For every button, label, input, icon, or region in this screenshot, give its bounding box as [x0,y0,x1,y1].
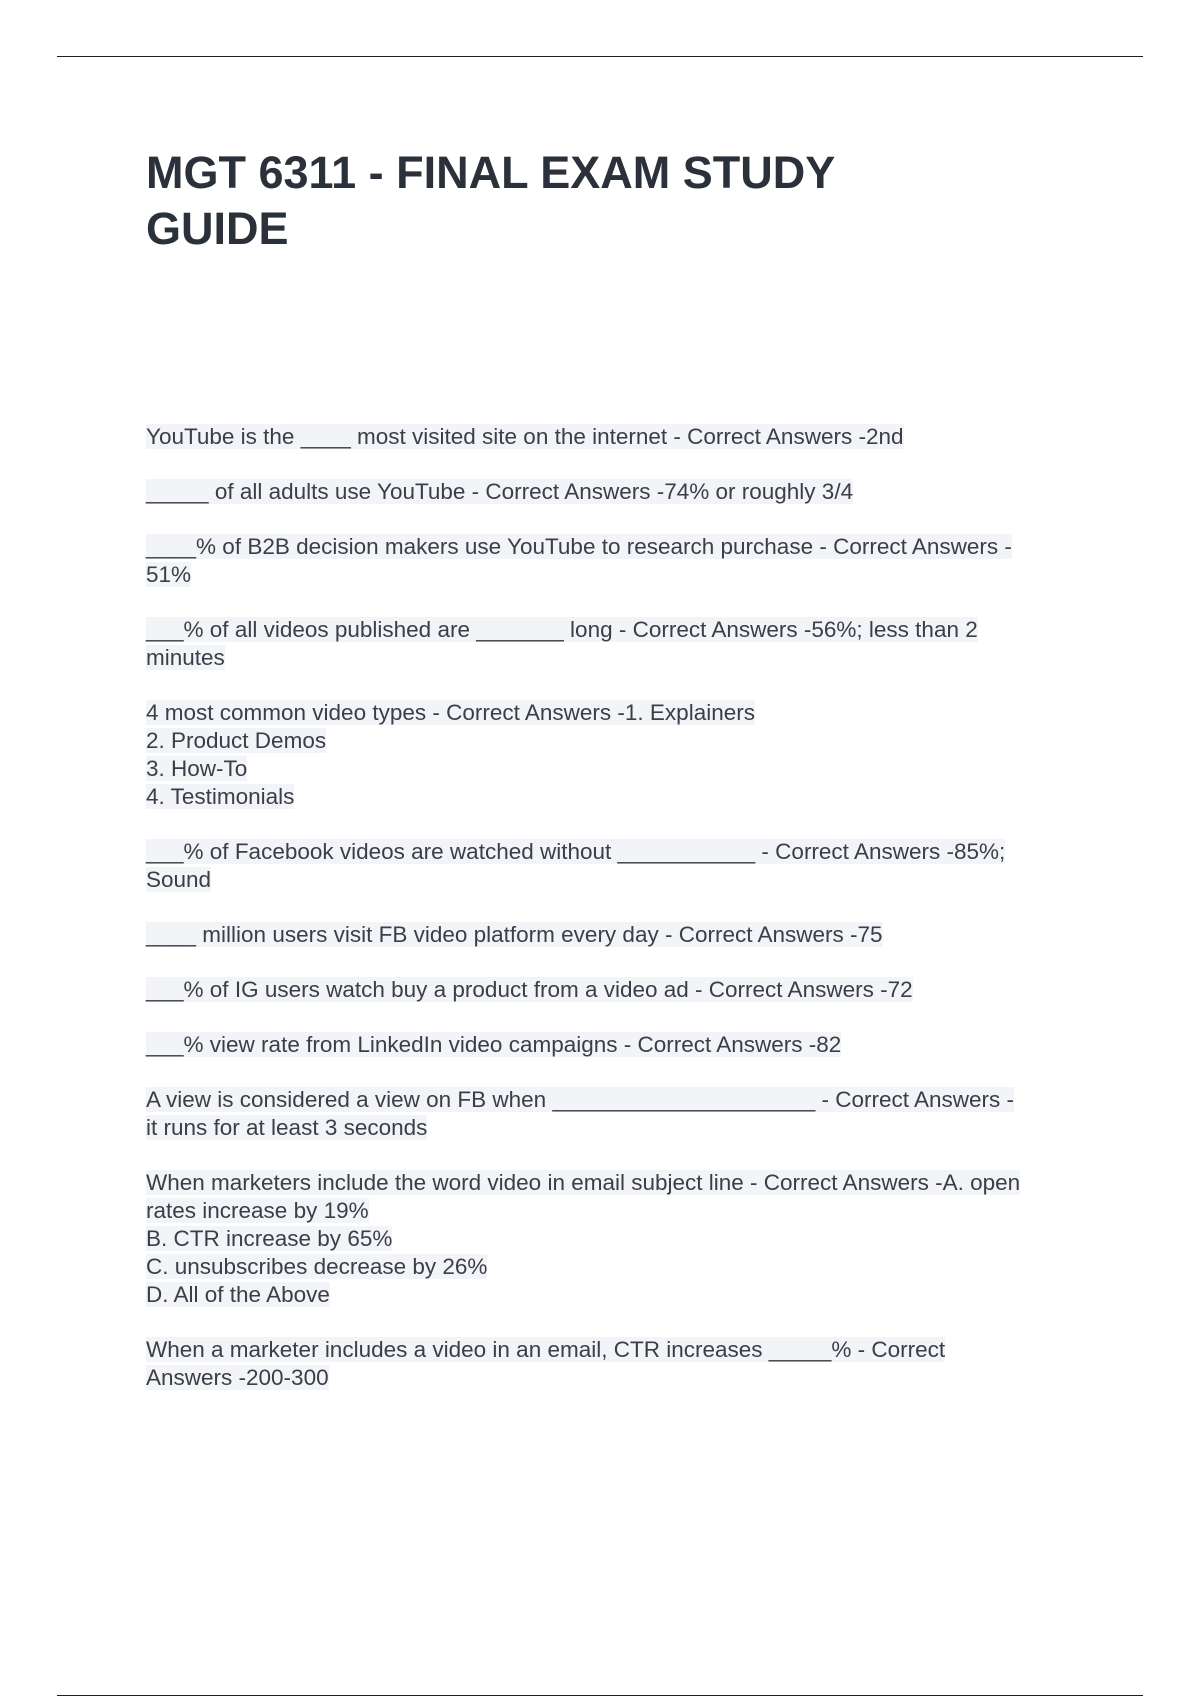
qa-text: it runs for at least 3 seconds [146,1115,428,1140]
qa-text: ___% view rate from LinkedIn video campaigns - Correct Answers -82 [146,1032,842,1057]
qa-text: YouTube is the ____ most visited site on the internet - Correct Answers -2nd [146,424,904,449]
qa-item-10 [146,1086,1086,1142]
qa-text: D. All of the Above [146,1282,330,1307]
qa-text: ___% of all videos published are _______ long - Correct Answers -56%; less than 2 [146,617,978,642]
qa-text: When marketers include the word video in email subject line - Correct Answers -A. open [146,1170,1021,1195]
title-line-2: GUIDE [146,203,289,254]
qa-item-7 [146,921,1086,949]
qa-list [146,423,1086,1419]
page-title [146,145,966,257]
qa-text: ____ million users visit FB video platform every day - Correct Answers -75 [146,922,883,947]
qa-text: When a marketer includes a video in an email, CTR increases _____% - Correct [146,1337,946,1362]
qa-text: C. unsubscribes decrease by 26% [146,1254,488,1279]
qa-text: 3. How-To [146,756,248,781]
top-divider [57,56,1143,57]
qa-text: _____ of all adults use YouTube - Correct Answers -74% or roughly 3/4 [146,479,854,504]
qa-text: Sound [146,867,212,892]
qa-text: minutes [146,645,225,670]
qa-text: ___% of Facebook videos are watched without ___________ - Correct Answers -85%; [146,839,1006,864]
qa-item-3 [146,533,1086,589]
qa-item-11 [146,1169,1086,1309]
qa-text: 51% [146,562,192,587]
qa-item-4 [146,616,1086,672]
qa-text: A view is considered a view on FB when _____________________ - Correct Answers - [146,1087,1015,1112]
title-line-1: MGT 6311 - FINAL EXAM STUDY [146,147,836,198]
qa-item-9 [146,1031,1086,1059]
qa-text: 2. Product Demos [146,728,327,753]
qa-text: 4 most common video types - Correct Answers -1. Explainers [146,700,755,725]
qa-text: 4. Testimonials [146,784,295,809]
qa-text: B. CTR increase by 65% [146,1226,393,1251]
bottom-divider [57,1695,1143,1696]
qa-item-12 [146,1336,1086,1392]
qa-text: ____% of B2B decision makers use YouTube to research purchase - Correct Answers - [146,534,1012,559]
qa-item-5 [146,699,1086,811]
qa-text: Answers -200-300 [146,1365,329,1390]
qa-text: rates increase by 19% [146,1198,369,1223]
qa-text: ___% of IG users watch buy a product from a video ad - Correct Answers -72 [146,977,913,1002]
qa-item-8 [146,976,1086,1004]
qa-item-2 [146,478,1086,506]
qa-item-6 [146,838,1086,894]
qa-item-1 [146,423,1086,451]
